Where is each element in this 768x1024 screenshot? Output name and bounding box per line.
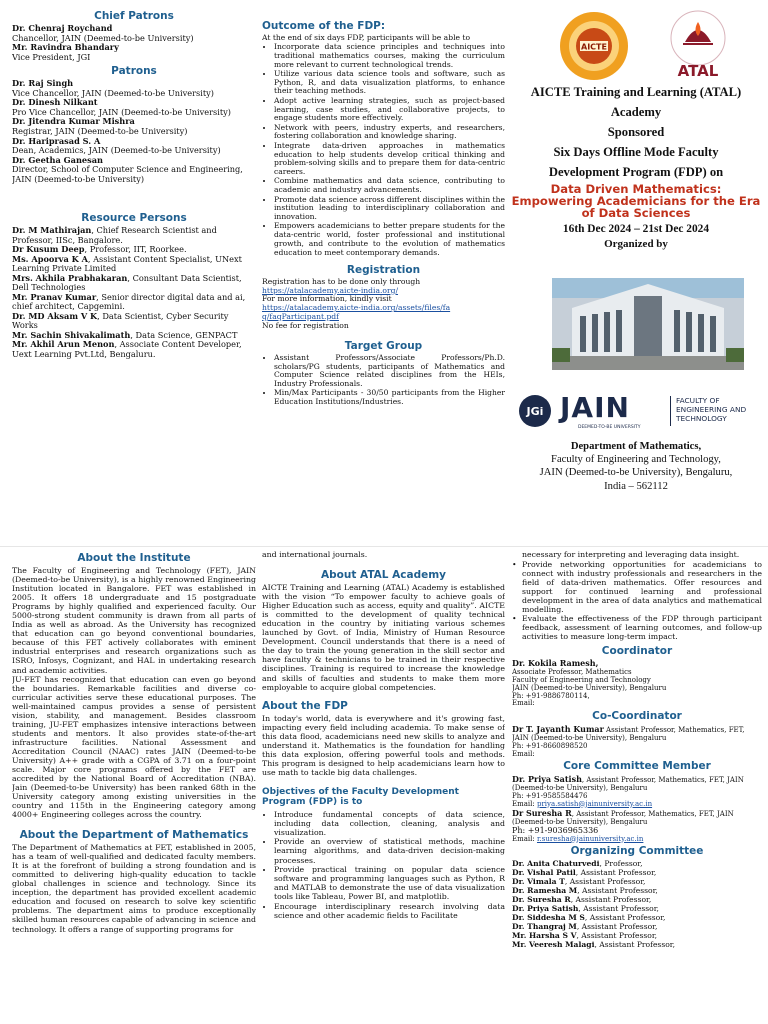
coordinator-heading: Coordinator — [601, 645, 673, 658]
person-name: Dr. Hariprasad S. A — [12, 135, 101, 146]
resource-person-5 — [12, 293, 256, 312]
list-item — [512, 922, 762, 931]
address-line: India – 562112 — [604, 480, 668, 492]
person-name: Dr. Ramesha M — [512, 885, 578, 895]
organized-by: Organized by — [604, 237, 668, 250]
fdp-topic: Data Driven Mathematics: Empowering Academicians for the Era of Data Sciences — [511, 182, 761, 221]
person-role: , Assistant Professor, — [594, 940, 676, 949]
about-fdp-heading: About the FDP — [262, 699, 348, 712]
person-role: Associate Professor, Mathematics — [512, 667, 632, 676]
person-role: Dean, Academics, JAIN (Deemed-to-be University) — [12, 145, 221, 156]
email-label: Email: — [512, 834, 537, 843]
core-member-1 — [512, 775, 762, 809]
outcome-heading: Outcome of the FDP: — [262, 20, 386, 32]
chief-patron-1 — [12, 24, 256, 43]
email-label: Email: — [512, 699, 535, 708]
about-atal-heading: About ATAL Academy — [321, 569, 446, 582]
organizing-committee-heading: Organizing Committee — [570, 844, 704, 857]
top-left-column — [12, 8, 256, 444]
top-middle-column — [262, 18, 505, 528]
person-name: Dr. Kokila Ramesh, — [512, 658, 599, 669]
person-role: , Assistant Professor, — [578, 903, 659, 913]
jain-logo — [518, 392, 758, 432]
person-role: Director, School of Computer Science and Engineering, JAIN (Deemed-to-be University) — [12, 164, 243, 184]
person-role: , Professor, IIT, Roorkee. — [84, 244, 187, 255]
person-role: , Assistant Content Specialist, UNext Learning Private Limited — [12, 253, 242, 274]
person-role: , Senior director digital data and ai, chief architect, Capgemini. — [12, 291, 246, 312]
person-role: Chancellor, JAIN (Deemed-to-be University) — [12, 32, 194, 43]
title-line: Academy — [610, 105, 662, 119]
bullet: • — [512, 559, 517, 569]
person-name: Mr. Sachin Shivakalimath — [12, 329, 131, 340]
about-department-heading: About the Department of Mathematics — [19, 829, 249, 842]
jain-wordmark: JAIN — [560, 391, 630, 424]
person-name: Dr. Geetha Ganesan — [12, 154, 103, 165]
email-label: Email: — [512, 799, 537, 808]
chief-patron-2 — [12, 43, 256, 62]
about-department-p1: The Department of Mathematics at FET, established in 2005, has a team of well-qualified and dedicated faculty members. It is at the forefront of building a strong foundation and is committed to delivering high-quality education to tackle global challenges in science and technology. Since its inception, the department has provided excellent academic education and focused on research to solve key scientific problems. The department aims to produce exceptionally skilled human resources capable of advancing in science and technology. It offers a range of supporting programs for — [12, 843, 256, 934]
person-name: Mr. Harsha S V — [512, 930, 577, 940]
person-name: Dr. Priya Satish — [512, 903, 579, 913]
person-name: Dr. Priya Satish — [512, 773, 582, 784]
about-institute-heading: About the Institute — [77, 552, 191, 564]
person-name: Dr. Thangraj M — [512, 921, 577, 931]
list-item — [512, 904, 762, 913]
core-member-2 — [512, 809, 762, 844]
person-role: , Assistant Professor, — [584, 912, 666, 922]
list-item: • Promote data science across different disciplines within the institution leading to interdisciplinary collaboration and innovation. — [274, 196, 505, 222]
target-group-heading: Target Group — [344, 339, 423, 352]
list-item — [512, 886, 762, 895]
outcome-list — [262, 43, 505, 258]
jgi-emblem-icon — [518, 394, 552, 428]
person-role: , Assistant Professor, — [564, 876, 646, 886]
person-name: Mrs. Akhila Prabhakaran — [12, 272, 128, 283]
patrons-heading: Patrons — [111, 65, 157, 78]
target-group-list — [262, 354, 505, 407]
person-role: , Assistant Professor, — [576, 921, 658, 931]
person-role: , Assistant Professor, Mathematics, FET, JAIN (Deemed-to-be University), Bengaluru — [512, 809, 734, 826]
phone-number: Ph: +91-9585584476 — [512, 791, 588, 800]
person-role: , Chief Research Scientist and Professor, IISc, Bangalore. — [12, 225, 217, 245]
person-role: Vice Chancellor, JAIN (Deemed-to-be University) — [12, 87, 214, 98]
person-name: Dr. Vimala T — [512, 876, 565, 886]
organizer-address — [510, 440, 762, 493]
title-line: AICTE Training and Learning (ATAL) — [530, 85, 742, 99]
person-name: Dr. Jitendra Kumar Mishra — [12, 116, 135, 127]
resource-persons-heading: Resource Persons — [81, 212, 187, 225]
person-role: Registrar, JAIN (Deemed-to-be University) — [12, 125, 188, 136]
list-item: • Provide practical training on popular data science software and programming languages such as Python, R and MATLAB to demonstrate the use of data visualization tools like Tableau, Power BI, and matplotlib. — [274, 865, 505, 901]
title-line: Sponsored — [607, 125, 665, 139]
item-text: Provide networking opportunities for academicians to connect with industry professionals and researchers in the field of data-driven mathematics. Offer resources and support for continued learning and professional development in the area of data analytics and mathematical modelling. — [522, 559, 762, 614]
event-title — [510, 82, 762, 182]
person-role: JAIN (Deemed-to-be University), Bengaluru — [512, 683, 667, 692]
list-item: necessary for interpreting and leveraging data insight. — [522, 550, 740, 559]
co-coordinator-heading: Co-Coordinator — [592, 710, 682, 723]
co-coordinator-block — [512, 725, 762, 759]
resource-person-3 — [12, 255, 256, 274]
objectives-list — [262, 810, 505, 920]
person-role: , Assistant Professor, — [577, 885, 658, 895]
person-name: Mr. Pranav Kumar — [12, 291, 97, 302]
patron-1 — [12, 79, 256, 98]
list-item: • Empowers academicians to better prepare students for the data-centric world, foster professional and institutional growth, and contribute to the evolution of mathematics education to meet contemporary demands. — [274, 222, 505, 257]
person-name: Dr. M Mathirajan — [12, 225, 92, 236]
atal-logo — [665, 8, 731, 80]
registration-fee: No fee for registration — [262, 320, 349, 330]
jain-divider — [670, 396, 671, 426]
patron-5 — [12, 156, 256, 185]
list-item — [512, 868, 762, 877]
person-name: Dr Suresha R — [512, 807, 572, 818]
event-dates: 16th Dec 2024 – 21st Dec 2024 — [562, 222, 710, 235]
about-institute-p1: The Faculty of Engineering and Technology (FET), JAIN (Deemed-to-be University), is a highly renowned Engineering Institution located in Bangalore. FET was established in 2005. It offers 18 undergraduate and 15 postgraduate Programs by highly qualified and experienced faculty. Our 5000-strong student community is drawn from all parts of India as well as abroad. As the University has recognized that education can go beyond conventional boundaries, because of this FET actively collaborates with eminent industrial enterprises and research organizations such as ISRO, Infosys, Cognizant, and HAL in undertaking research and academic activities. — [12, 566, 256, 675]
patron-2 — [12, 98, 256, 117]
person-name: Dr. MD Aksam V K — [12, 310, 98, 321]
about-atal-p: AICTE Training and Learning (ATAL) Academy is established with the vision “To empower faculty to achieve goals of Higher Education such as access, equity and quality”. AICTE is committed to the development of quality technical education in the country by initiating various schemes launched by Govt. of India, Ministry of Human Resource Development. Council understands that there is a need of the day to train the young generation in the skill sector and have faculty & technicians to be trained in their respective disciplines. Training is required to increase the knowledge and skills of faculties and students to make them more employable to acquire global competencies. — [262, 583, 505, 692]
person-name: Dr. Siddesha M S — [512, 912, 585, 922]
person-role: , Professor, — [599, 858, 643, 868]
email-link[interactable]: priya.satish@jainuniversity.ac.in — [536, 799, 653, 808]
list-item: • Assistant Professors/Associate Professors/Ph.D. scholars/PG students, participants of Mathematics and Computer Science related disciplines from the HEIs, Industry Professionals. — [274, 354, 505, 389]
list-item: • Introduce fundamental concepts of data science, including data collection, cleaning, analysis and visualization. — [274, 810, 505, 837]
list-item — [512, 614, 762, 641]
bullet: • — [512, 614, 517, 624]
jain-subtitle: DEEMED-TO-BE UNIVERSITY — [578, 425, 641, 430]
person-role: Faculty of Engineering and Technology — [512, 675, 651, 684]
list-item — [512, 877, 762, 886]
list-item: • Network with peers, industry experts, and researchers, fostering collaboration and knowledge sharing. — [274, 124, 505, 142]
faq-link[interactable]: https://atalacademy.aicte-india.org/assets/files/faq/faqParticipant.pdf — [262, 303, 451, 321]
atal-logo-text: ATAL — [677, 62, 719, 80]
title-line: Six Days Offline Mode Faculty — [553, 145, 719, 159]
page-divider — [0, 546, 768, 547]
person-role: , Consultant Data Scientist, Dell Technologies — [12, 272, 242, 293]
outcome-intro: At the end of six days FDP, participants will be able to — [262, 33, 471, 43]
item-text: Evaluate the effectiveness of the FDP through participant feedback, assessment of learning outcomes, and follow-up activities to measure long-term impact. — [522, 614, 762, 642]
organizing-committee-list — [512, 859, 762, 949]
person-name: Mr. Ravindra Bhandary — [12, 42, 119, 53]
patron-3 — [12, 117, 256, 136]
person-role: , Data Scientist, Cyber Security Works — [12, 310, 229, 331]
objectives-list-continued — [512, 550, 762, 641]
registration-link[interactable]: https://atalacademy.aicte-india.org/ — [262, 285, 399, 295]
person-role: , Associate Content Developer, Uext Learning Pvt.Ltd, Bengaluru. — [12, 339, 242, 359]
person-name: Dr T. Jayanth Kumar — [512, 723, 604, 734]
list-item: • Adopt active learning strategies, such as project-based learning, case studies, and collaborative projects, to engage students more effectively. — [274, 97, 505, 123]
aicte-logo-text: AICTE — [581, 42, 607, 52]
list-item: • Encourage interdisciplinary research involving data science and other academic fields to Facilitate — [274, 902, 505, 920]
title-line: Development Program (FDP) on — [548, 165, 724, 179]
bottom-left-column — [12, 550, 256, 1024]
list-item — [512, 940, 762, 949]
person-role: , Data Science, GENPACT — [130, 329, 238, 340]
resource-person-1 — [12, 226, 256, 245]
person-name: Dr. Vishal Patil — [512, 867, 576, 877]
list-item: • Integrate data-driven approaches in mathematics education to help students develop critical thinking and problem-solving skills and to prepare them for data-centric careers. — [274, 142, 505, 177]
list-item — [512, 859, 762, 868]
phone-number: Ph: +91-8660898520 — [512, 741, 588, 750]
list-item: • Combine mathematics and data science, contributing to academic and industry advancements. — [274, 177, 505, 195]
list-item: • Incorporate data science principles and techniques into traditional mathematics courses, making the curriculum more relevant to current technological trends. — [274, 43, 505, 69]
aicte-logo — [558, 10, 630, 82]
list-item — [512, 895, 762, 904]
continued-text: and international journals. — [262, 550, 368, 559]
address-line: Department of Mathematics, — [570, 441, 702, 452]
list-item — [512, 931, 762, 940]
more-info-line: For more information, kindly visit — [262, 294, 392, 304]
registration-heading: Registration — [346, 263, 421, 276]
address-line: JAIN (Deemed-to-be University), Bengaluru, — [539, 467, 733, 479]
phone-number: Ph: +91-9886780114, — [512, 691, 590, 700]
person-name: Dr. Dinesh Nilkant — [12, 97, 98, 108]
person-name: Ms. Apoorva K A — [12, 253, 88, 264]
list-item: • Utilize various data science tools and software, such as Python, R, and data visualization platforms, to enhance their teaching methods. — [274, 70, 505, 96]
coordinator-block — [512, 659, 762, 708]
core-committee-heading: Core Committee Member — [563, 760, 711, 773]
patron-4 — [12, 137, 256, 156]
address-line: Faculty of Engineering and Technology, — [551, 454, 721, 466]
person-role: Pro Vice Chancellor, JAIN (Deemed-to-be University) — [12, 106, 231, 117]
logo-row — [510, 6, 762, 82]
list-item — [512, 913, 762, 922]
person-role: , Assistant Professor, — [576, 930, 658, 940]
top-right-column — [510, 6, 762, 526]
email-label: Email: — [512, 749, 535, 758]
resource-person-4 — [12, 274, 256, 293]
person-role: Assistant Professor, Mathematics, FET, JAIN (Deemed-to-be University), Bengaluru — [512, 725, 745, 742]
bottom-right-column — [512, 550, 762, 1024]
person-name: Dr. Suresha R — [512, 894, 571, 904]
jgi-logo-text: JGi — [526, 405, 544, 418]
chief-patrons-heading: Chief Patrons — [94, 10, 174, 22]
list-item: • Provide an overview of statistical methods, machine learning algorithms, and data-driven decision-making processes. — [274, 837, 505, 864]
person-role: Vice President, JGI — [12, 51, 91, 62]
registration-line: Registration has to be done only through — [262, 276, 421, 286]
bottom-middle-column — [262, 550, 505, 1024]
person-role: , Assistant Professor, Mathematics, FET, JAIN (Deemed-to-be University), Bengaluru — [512, 775, 744, 792]
list-item: • Min/Max Participants - 30/50 participants from the Higher Education Institutions/Industries. — [274, 389, 505, 407]
campus-building-photo — [552, 278, 744, 370]
person-role: , Assistant Professor, — [575, 867, 657, 877]
about-fdp-p: In today's world, data is everywhere and it's growing fast, impacting every field including academia. To make sense of this data flood, academicians need new skills to analyze and understand it. Mathematics is the foundation for handling this data explosion, offering powerful tools and methods. This program is designed to help academicians learn how to use math to tackle big data challenges. — [262, 713, 505, 777]
person-role: , Assistant Professor, — [570, 894, 652, 904]
person-name: Dr Kusum Deep — [12, 244, 85, 255]
jain-faculty: FACULTY OF ENGINEERING AND TECHNOLOGY — [676, 396, 747, 423]
person-name: Dr. Anita Chaturvedi — [512, 858, 600, 868]
person-name: Mr. Akhil Arun Menon — [12, 339, 115, 350]
email-link[interactable]: r.suresha@jainuniversity.ac.in — [536, 834, 644, 843]
resource-person-8 — [12, 340, 256, 359]
person-name: Dr. Raj Singh — [12, 78, 74, 89]
phone-number: Ph: +91-9036965336 — [512, 826, 599, 836]
resource-person-6 — [12, 312, 256, 331]
person-name: Dr. Chenraj Roychand — [12, 23, 113, 34]
person-name: Mr. Veeresh Malagi — [512, 940, 595, 949]
about-institute-p2: JU-FET has recognized that education can even go beyond the boundaries. Remarkable facilities and diverse co-curricular activities serve these educational purposes. The well-maintained campus provides a sense of persistent vision, stability, and management. Besides classroom training, JU-FET emphasizes intensive interactions between students and mentors. It also provides state-of-the-art infrastructure facilities. National Assessment and Accreditation Council (NAAC) rates JAIN (Deemed-to-be University) A++ grade with a CGPA of 3.71 on a four-point scale. Major core programs offered by the FET are accredited by the National Board of Accreditation (NBA). Jain (Deemed-to-be University) has been ranked 68th in the University category among existing universities in the country and 115th in the Engineering category among 4000+ Engineering colleges across the country. — [12, 674, 256, 820]
objectives-heading: Objectives of the Faculty Development Program (FDP) is to — [262, 786, 459, 808]
list-item — [512, 560, 762, 614]
